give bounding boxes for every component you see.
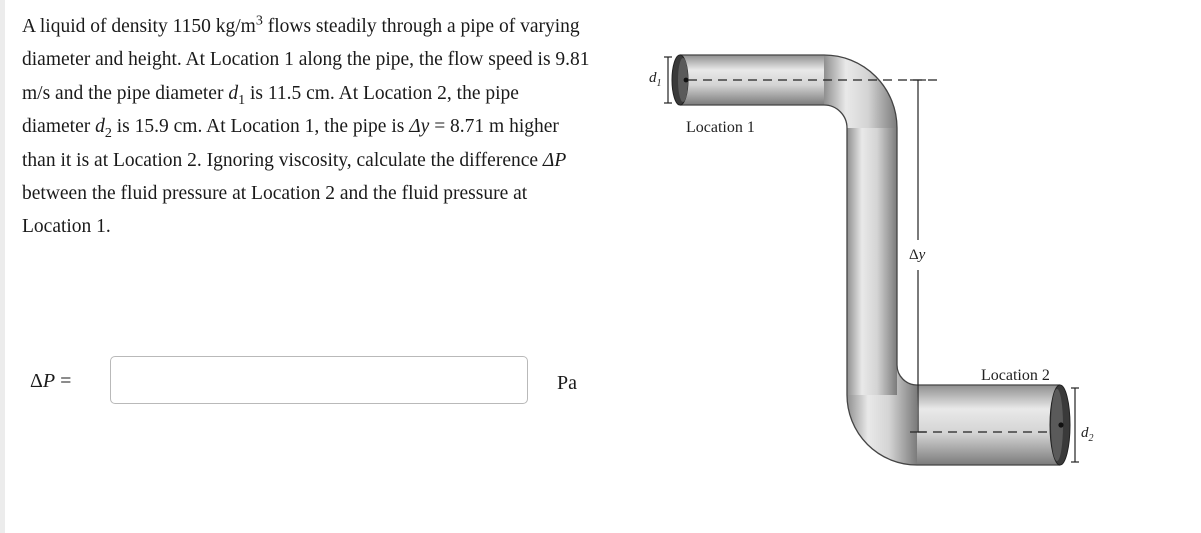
d1-subscript: 1 xyxy=(656,78,662,89)
var-d2: d xyxy=(95,116,105,138)
var-delta-y: Δy xyxy=(409,116,430,138)
d2-dimension xyxy=(1071,388,1079,462)
answer-label-equals: = xyxy=(55,370,72,392)
location-2-label: Location 2 xyxy=(981,367,1050,384)
answer-label-var: P xyxy=(42,370,56,392)
answer-label xyxy=(30,370,71,393)
left-border xyxy=(0,0,5,533)
text-loc2: is 11.5 cm. At Location 2, the pipe diameter xyxy=(22,82,519,138)
text-question: between the fluid pressure at Location 2 and the fluid pressure at Location 1. xyxy=(22,183,528,238)
location-1-label: Location 1 xyxy=(686,119,755,136)
d2-label xyxy=(1081,425,1094,444)
d1-letter: d xyxy=(649,70,657,86)
answer-unit: Pa xyxy=(557,372,577,394)
text-higher: = 8.71 m higher than it is at Location 2. Ignoring viscosity, calculate the difference xyxy=(22,116,559,171)
problem-text xyxy=(22,10,592,244)
superscript-3: 3 xyxy=(255,12,263,29)
delta-y-label xyxy=(909,247,926,263)
var-delta-p: ΔP xyxy=(542,149,567,171)
delta-y-letter: y xyxy=(918,247,926,263)
d2-letter: d xyxy=(1081,425,1089,441)
subscript-1: 1 xyxy=(238,91,246,108)
text-height: is 15.9 cm. At Location 1, the pipe is xyxy=(111,116,410,138)
pipe-end-left xyxy=(672,55,688,105)
answer-row xyxy=(30,356,590,408)
answer-label-delta: Δ xyxy=(30,370,43,392)
problem-statement xyxy=(22,10,592,244)
subscript-2: 2 xyxy=(104,125,112,142)
pipe-body xyxy=(680,55,1060,465)
d2-subscript: 2 xyxy=(1088,433,1094,444)
text-density: A liquid of density 1150 kg/m xyxy=(22,16,256,37)
pipe-end-right xyxy=(1050,385,1070,465)
pipe-figure xyxy=(600,0,1100,533)
var-d1: d xyxy=(228,82,239,104)
d1-dimension xyxy=(664,57,672,103)
text-flow: flows steadily through a pipe of varying diameter and height. At Location 1 along the pipe, the flow speed is 9.81 m/s and the pipe diameter xyxy=(22,16,590,104)
d1-label xyxy=(649,70,662,89)
answer-input[interactable] xyxy=(110,356,528,404)
delta-y-delta: Δ xyxy=(909,247,919,263)
